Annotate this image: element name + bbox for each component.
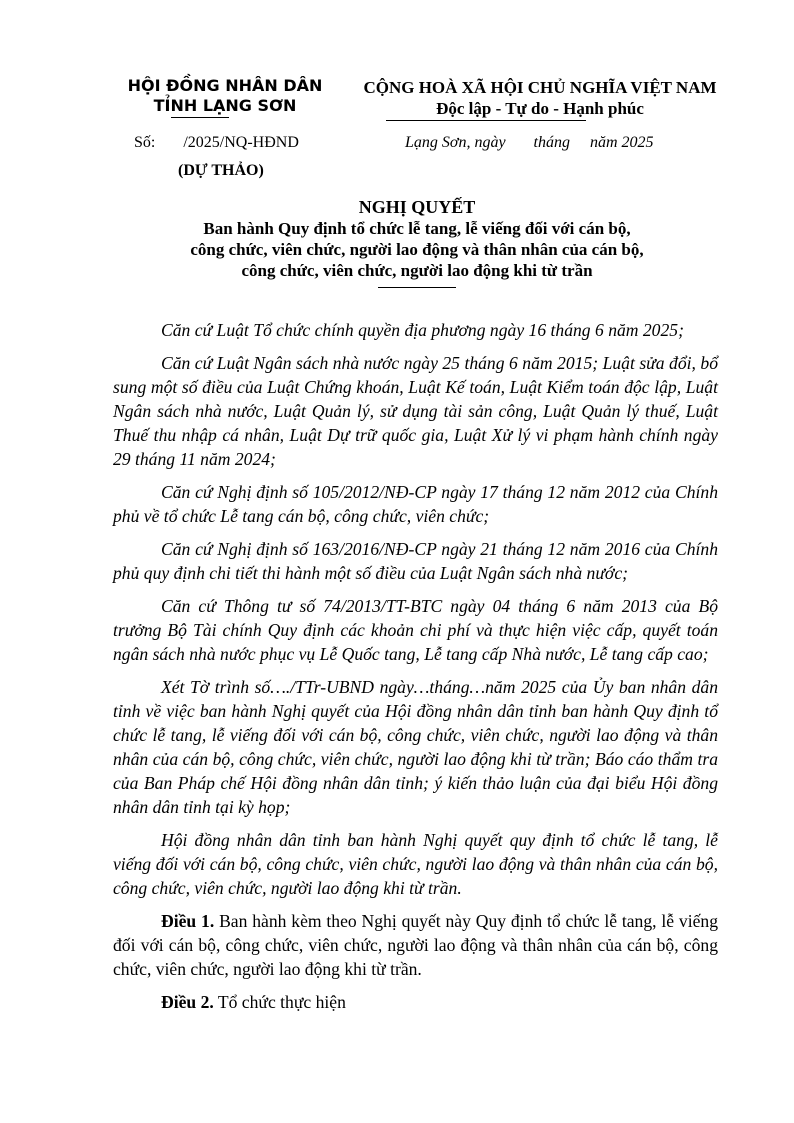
article-2 <box>113 990 718 1014</box>
title-subtitle-line1: Ban hành Quy định tổ chức lễ tang, lễ viếng đối với cán bộ, <box>203 219 631 238</box>
document-body <box>113 318 718 1023</box>
authority-underline <box>171 117 229 118</box>
article-1-text: Ban hành kèm theo Nghị quyết này Quy định tổ chức lễ tang, lễ viếng đối với cán bộ, công chức, viên chức, người lao động và thân nhân của cán bộ, công chức, viên chức, người lao động khi từ trần. <box>113 911 719 979</box>
legal-basis-1: Căn cứ Luật Tổ chức chính quyền địa phương ngày 16 tháng 6 năm 2025; <box>161 320 684 340</box>
article-1-label: Điều 1. <box>161 911 215 931</box>
legal-basis-3: Căn cứ Nghị định số 105/2012/NĐ-CP ngày 17 tháng 12 năm 2012 của Chính phủ về tổ chức Lễ tang cán bộ, công chức, viên chức; <box>113 482 718 526</box>
title-underline <box>378 287 456 288</box>
council-name: HỘI ĐỒNG NHÂN DÂN <box>127 76 323 95</box>
province-name: TỈNH LẠNG SƠN <box>153 96 297 115</box>
legal-basis-4: Căn cứ Nghị định số 163/2016/NĐ-CP ngày 21 tháng 12 năm 2016 của Chính phủ quy định chi tiết thi hành một số điều của Luật Ngân sách nhà nước; <box>113 539 718 583</box>
draft-label: (DỰ THẢO) <box>178 162 264 179</box>
title-subtitle-line3: công chức, viên chức, người lao động khi từ trần <box>241 261 593 280</box>
consideration-paragraph: Xét Tờ trình số…./TTr-UBND ngày…tháng…năm 2025 của Ủy ban nhân dân tỉnh về việc ban hành Nghị quyết của Hội đồng nhân dân tỉnh ban hành Quy định tổ chức lễ tang, lễ viếng đối với cán bộ, công chức, viên chức, người lao động và thân nhân của cán bộ, công chức, viên chức, người lao động khi từ trần; Báo cáo thẩm tra của Ban Pháp chế Hội đồng nhân dân tỉnh; ý kiến thảo luận của đại biểu Hội đồng nhân dân tỉnh tại kỳ họp; <box>113 677 718 817</box>
document-number: Số: /2025/NQ-HĐND <box>134 134 299 151</box>
article-2-label: Điều 2. <box>161 992 214 1012</box>
title-subtitle-line2: công chức, viên chức, người lao động và thân nhân của cán bộ, <box>190 240 644 259</box>
title-heading: NGHỊ QUYẾT <box>358 197 476 217</box>
document-title <box>82 196 752 288</box>
issuing-authority <box>100 76 350 118</box>
place-date: Lạng Sơn, ngày tháng năm 2025 <box>405 134 654 151</box>
motto-underline <box>386 120 586 121</box>
article-1 <box>113 909 718 981</box>
nation-name: CỘNG HOÀ XÃ HỘI CHỦ NGHĨA VIỆT NAM <box>363 78 717 97</box>
article-2-text: Tổ chức thực hiện <box>213 992 346 1012</box>
legal-basis-2: Căn cứ Luật Ngân sách nhà nước ngày 25 tháng 6 năm 2015; Luật sửa đổi, bổ sung một số điều của Luật Chứng khoán, Luật Kế toán, Luật Kiểm toán độc lập, Luật Ngân sách nhà nước, Luật Quản lý, sử dụng tài sản công, Luật Quản lý thuế, Luật Thuế thu nhập cá nhân, Luật Dự trữ quốc gia, Luật Xử lý vi phạm hành chính ngày 29 tháng 11 năm 2024; <box>113 353 718 469</box>
legal-basis-5: Căn cứ Thông tư số 74/2013/TT-BTC ngày 04 tháng 6 năm 2013 của Bộ trưởng Bộ Tài chính Quy định các khoản chi phí và thực hiện việc cấp, quyết toán ngân sách nhà nước phục vụ Lễ Quốc tang, Lễ tang cấp Nhà nước, Lễ tang cấp cao; <box>113 596 718 664</box>
motto: Độc lập - Tự do - Hạnh phúc <box>436 99 644 118</box>
resolution-intro: Hội đồng nhân dân tỉnh ban hành Nghị quyết quy định tổ chức lễ tang, lễ viếng đối với cán bộ, công chức, viên chức, người lao động và thân nhân của cán bộ, công chức, viên chức, người lao động khi từ trần. <box>113 830 718 898</box>
national-motto <box>352 77 728 119</box>
